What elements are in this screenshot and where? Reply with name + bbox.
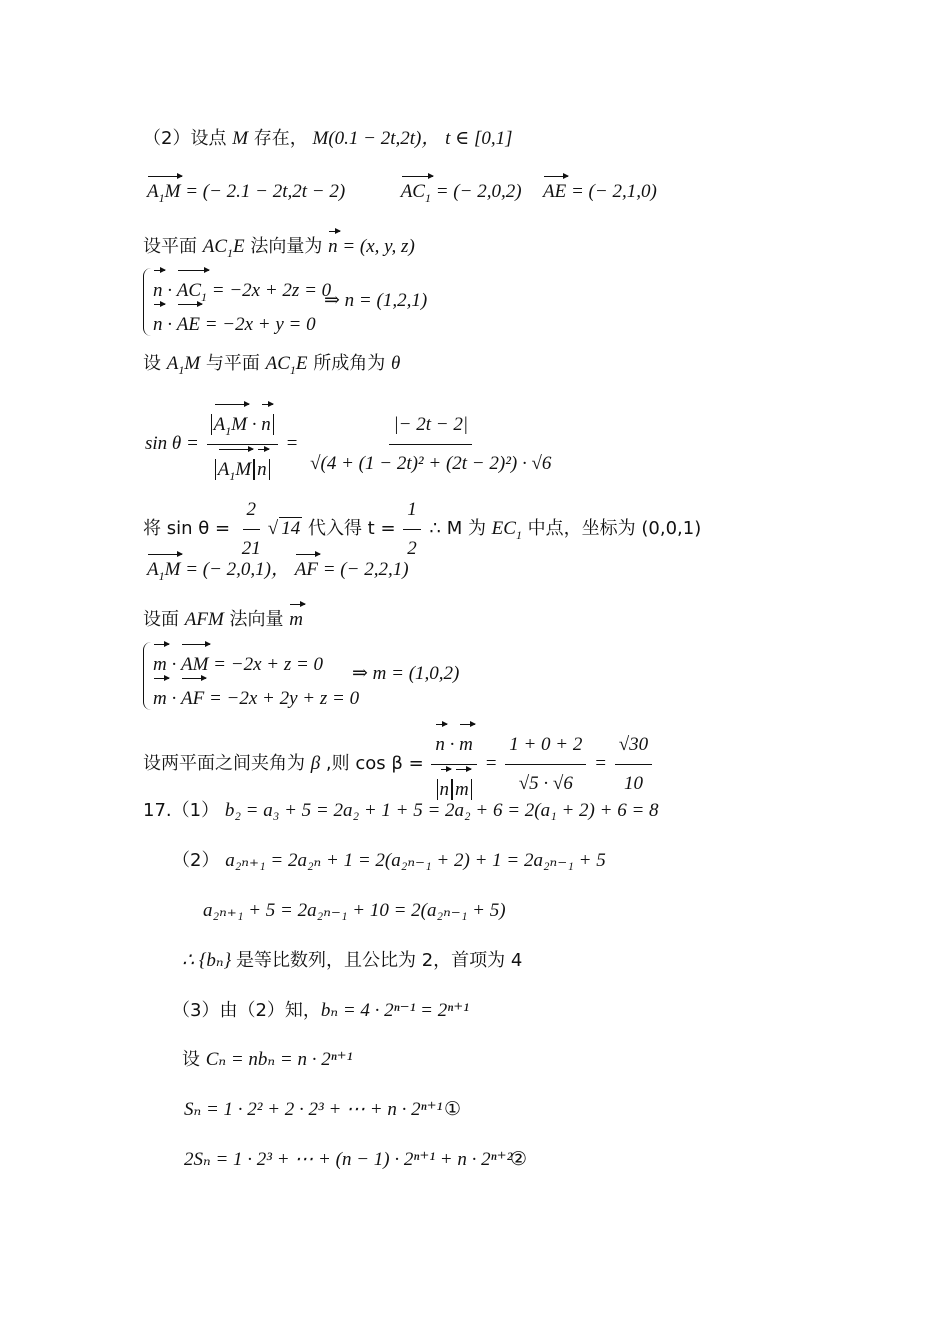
line-substitute-t: 将 sin θ = $\frac{2}{21}$ √ 14 代入得 t = $\frac{1}{2}$ ∴ M 为 $EC_1$ 中点，坐标为 (0,0,1): [143, 493, 701, 566]
equation-mark-2: ②: [510, 1149, 528, 1170]
point-m-coords: M(0.1 − 2t,2t)， t ∈ [0,1]: [312, 128, 513, 149]
problem-17-part-2-step: a₂ₙ₊₁ + 5 = 2a₂ₙ₋₁ + 10 = 2(a₂ₙ₋₁ + 5): [203, 900, 506, 921]
equation-system-m: m · AM = −2x + z = 0 m · AF = −2x + 2y + z = 0: [143, 642, 359, 710]
define-cn: 设 Cₙ = nbₙ = n · 2ⁿ⁺¹: [182, 1049, 353, 1070]
line-vectors-a1m-af: $A_1M$ = (− 2,0,1)， AF = (− 2,2,1): [147, 552, 409, 582]
line-setup-point-m: （2）设点 M 存在， M(0.1 − 2t,2t)， t ∈ [0,1]: [143, 128, 513, 149]
line-cos-beta: 设两平面之间夹角为 β ,则 cos β = $\frac{n \cdot m}{\text{n m}}$ = $\frac{1 + 0 + 2}{√5 \cdot √6}$ = $\frac{√30}{10}$: [143, 722, 655, 807]
sum-sn: Sₙ = 1 · 2² + 2 · 2³ + ⋯ + n · 2ⁿ⁺¹: [184, 1099, 443, 1120]
result-m: ⇒ m = (1,0,2): [352, 663, 460, 684]
problem-17-part-3: （3）由（2）知，bₙ = 4 · 2ⁿ⁻¹ = 2ⁿ⁺¹: [172, 1000, 469, 1021]
result-n: ⇒ n = (1,2,1): [324, 290, 428, 311]
fraction-dot-over-norms: $\frac{A_1M \cdot n}{A_1M n}$: [207, 402, 278, 487]
fraction-substituted: $\frac{|- 2t - 2|}{\text{√(4 + (1 − 2t)² + (2t − 2)²) · √6}}$: [306, 408, 555, 481]
equation-mark-1: ①: [444, 1099, 462, 1120]
problem-17-part-2: （2） a₂ₙ₊₁ = 2a₂ₙ + 1 = 2(a₂ₙ₋₁ + 2) + 1 = 2a₂ₙ₋₁ + 5: [172, 850, 606, 871]
sin-theta-formula: sin θ = $\frac{A_1M \cdot n}{A_1M n}$ = $\frac{|- 2t - 2|}{\text{√(4 + (1 − 2t)² + (2t − 2)²) · √6}}$: [145, 402, 558, 487]
equation-system-n: $n \cdot AC_1 = -2x + 2z = 0$ n · AE = −2x + y = 0: [143, 268, 331, 336]
vector-ac1-value: = (− 2,0,2): [435, 181, 522, 202]
line-normal-vector-m: 设面 AFM 法向量 m: [143, 602, 303, 632]
line-normal-vector-n: 设平面 $AC_1E$ 法向量为 n = (x, y, z): [143, 229, 415, 259]
problem-17-geometric-conclusion: ∴ {bₙ} 是等比数列，且公比为 2，首项为 4: [182, 950, 523, 971]
vector-ae-value: = (− 2,1,0): [570, 181, 657, 202]
vector-a1m-value: = (− 2.1 − 2t,2t − 2): [185, 181, 346, 202]
problem-17-part-1: 17.（1） b₂ = a₃ + 5 = 2a₂ + 1 + 5 = 2a₂ + 6 = 2(a₁ + 2) + 6 = 8: [143, 800, 659, 821]
line-vectors: $A_1M$ = (− 2.1 − 2t,2t − 2) $AC_1$ = (− 2,0,2) AE = (− 2,1,0): [147, 174, 657, 204]
line-angle-theta: 设 $A_1M$ 与平面 $AC_1E$ 所成角为 θ: [143, 353, 401, 377]
sum-2sn: 2Sₙ = 1 · 2³ + ⋯ + (n − 1) · 2ⁿ⁺¹ + n · 2ⁿ⁺²: [184, 1149, 513, 1170]
